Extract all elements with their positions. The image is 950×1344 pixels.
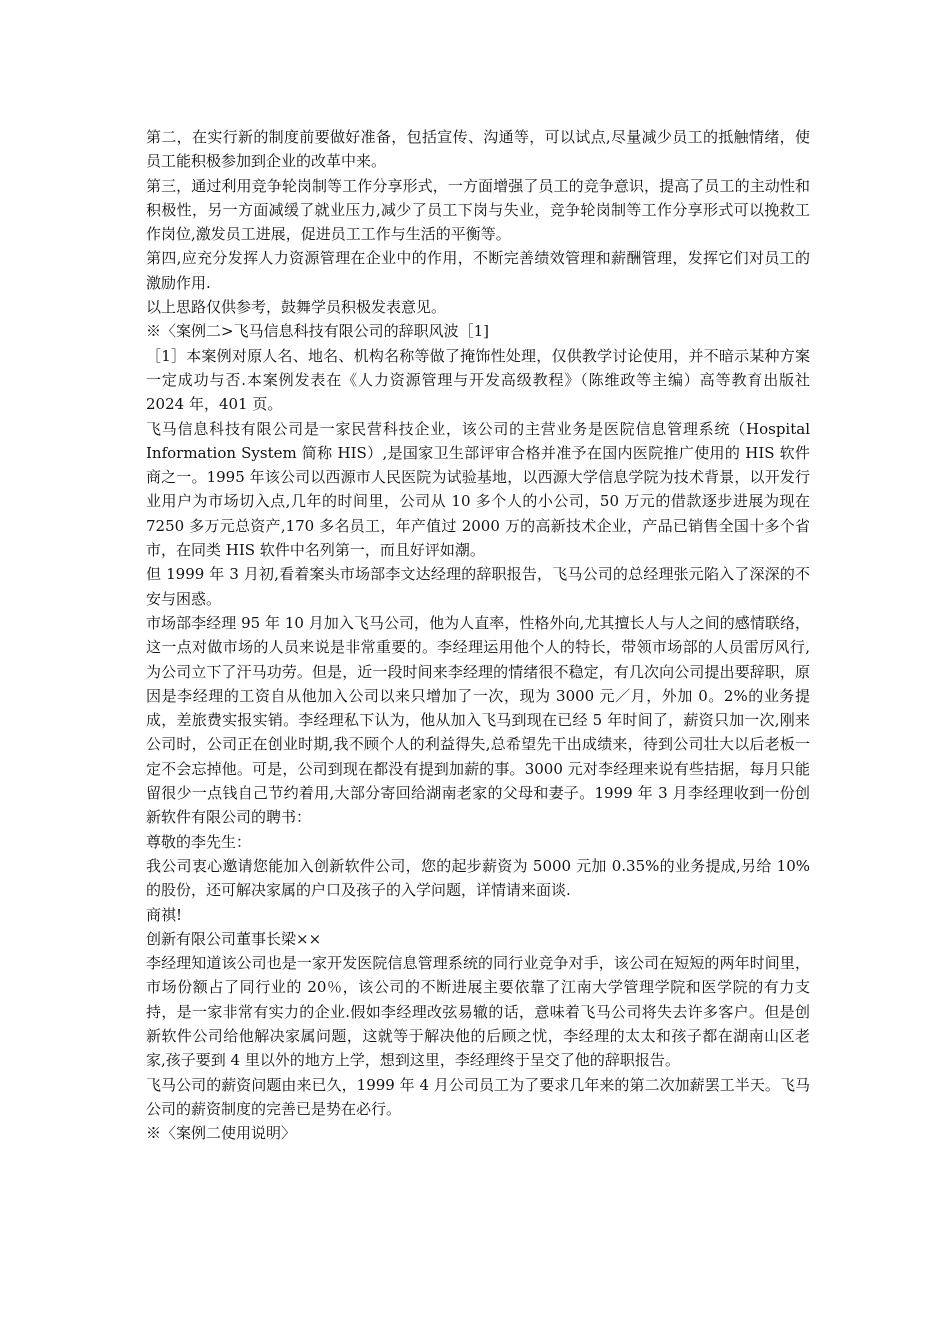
letter-signature: 创新有限公司董事长梁××	[146, 929, 322, 948]
letter-closing: 商祺!	[146, 905, 183, 924]
paragraph-competitor: 李经理知道该公司也是一家开发医院信息管理系统的同行业竞争对手，该公司在短短的两年时间里，市场份额占了同行业的 20％，该公司的不断进展主要依靠了江南大学管理学院和医学院的有力支持，是一家非常有实力的企业.假如李经理改弦易辙的话，意味着飞马公司将失去许多客户。但是创新软件公司给他解决家属问题，这就等于解决他的后顾之忧，李经理的太太和孩子都在湖南山区老家,孩子要到 4 里以外的地方上学，想到这里，李经理终于呈交了他的辞职报告。	[146, 954, 810, 1070]
paragraph-point-three: 第三，通过利用竞争轮岗制等工作分享形式，一方面增强了员工的竞争意识，提高了员工的主动性和积极性，另一方面减缓了就业压力,减少了员工下岗与失业，竞争轮岗制等工作分享形式可以挽救工作岗位,激发员工进展，促进员工工作与生活的平衡等。	[146, 176, 810, 244]
letter-salutation: 尊敬的李先生：	[146, 832, 252, 851]
case-two-heading: ※〈案例二>飞马信息科技有限公司的辞职风波［1]	[146, 322, 489, 341]
paragraph-resignation-report: 但 1999 年 3 月初,看着案头市场部李文达经理的辞职报告，飞马公司的总经理张元陷入了深深的不安与困惑。	[146, 565, 810, 608]
paragraph-closing-note: 以上思路仅供参考，鼓舞学员积极发表意见。	[146, 298, 447, 317]
paragraph-salary-issue: 飞马公司的薪资问题由来已久，1999 年 4 月公司员工为了要求几年来的第二次加薪罢工半天。飞马公司的薪资制度的完善已是势在必行。	[146, 1075, 810, 1118]
case-two-usage-heading: ※〈案例二使用说明〉	[146, 1124, 297, 1143]
paragraph-point-two: 第二，在实行新的制度前要做好准备，包括宣传、沟通等，可以试点,尽量减少员工的抵触情绪，使员工能积极参加到企业的改革中来。	[146, 128, 810, 171]
document-page	[146, 125, 810, 1145]
paragraph-point-four: 第四,应充分发挥人力资源管理在企业中的作用，不断完善绩效管理和薪酬管理，发挥它们对员工的激励作用.	[146, 249, 810, 292]
letter-body: 我公司衷心邀请您能加入创新软件公司，您的起步薪资为 5000 元加 0.35%的业务提成,另给 10%的股份，还可解决家属的户口及孩子的入学问题，详情请来面谈.	[146, 856, 810, 900]
paragraph-manager-li: 市场部李经理 95 年 10 月加入飞马公司，他为人直率，性格外向,尤其擅长人与人之间的感情联络，这一点对做市场的人员来说是非常重要的。李经理运用他个人的特长，带领市场部的人员雷厉风行,为公司立下了汗马功劳。但是，近一段时间来李经理的情绪很不稳定，有几次向公司提出要辞职，原因是李经理的工资自从他加入公司以来只增加了一次，现为 3000 元／月，外加 0。2%的业务提成，差旅费实报实销。李经理私下认为，他从加入飞马到现在已经 5 年时间了，薪资只加一次,刚来公司时，公司正在创业时期,我不顾个人的利益得失,总希望先干出成绩来，待到公司壮大以后老板一定不会忘掉他。可是，公司到现在都没有提到加薪的事。3000 元对李经理来说有些拮据，每月只能留很少一点钱自己节约着用,大部分寄回给湖南老家的父母和妻子。1999 年 3 月李经理收到一份创新软件有限公司的聘书：	[146, 613, 810, 827]
footnote-one: ［1］本案例对原人名、地名、机构名称等做了掩饰性处理，仅供教学讨论使用，并不暗示某种方案一定成功与否.本案例发表在《人力资源管理与开发高级教程》（陈维政等主编）高等教育出版社 2024 年，401 页。	[146, 346, 810, 414]
paragraph-company-intro: 飞马信息科技有限公司是一家民营科技企业，该公司的主营业务是医院信息管理系统（Hospital Information System 简称 HIS）,是国家卫生部评审合格并准予在国内医院推广使用的 HIS 软件商之一。1995 年该公司以西源市人民医院为试验基地，以西源大学信息学院为技术背景，以开发行业用户为市场切入点,几年的时间里，公司从 10 多个人的小公司，50 万元的借款逐步进展为现在 7250 多万元总资产,170 多名员工，年产值过 2000 万的高新技术企业，产品已销售全国十多个省市，在同类 HIS 软件中名列第一，而且好评如潮。	[146, 419, 810, 560]
